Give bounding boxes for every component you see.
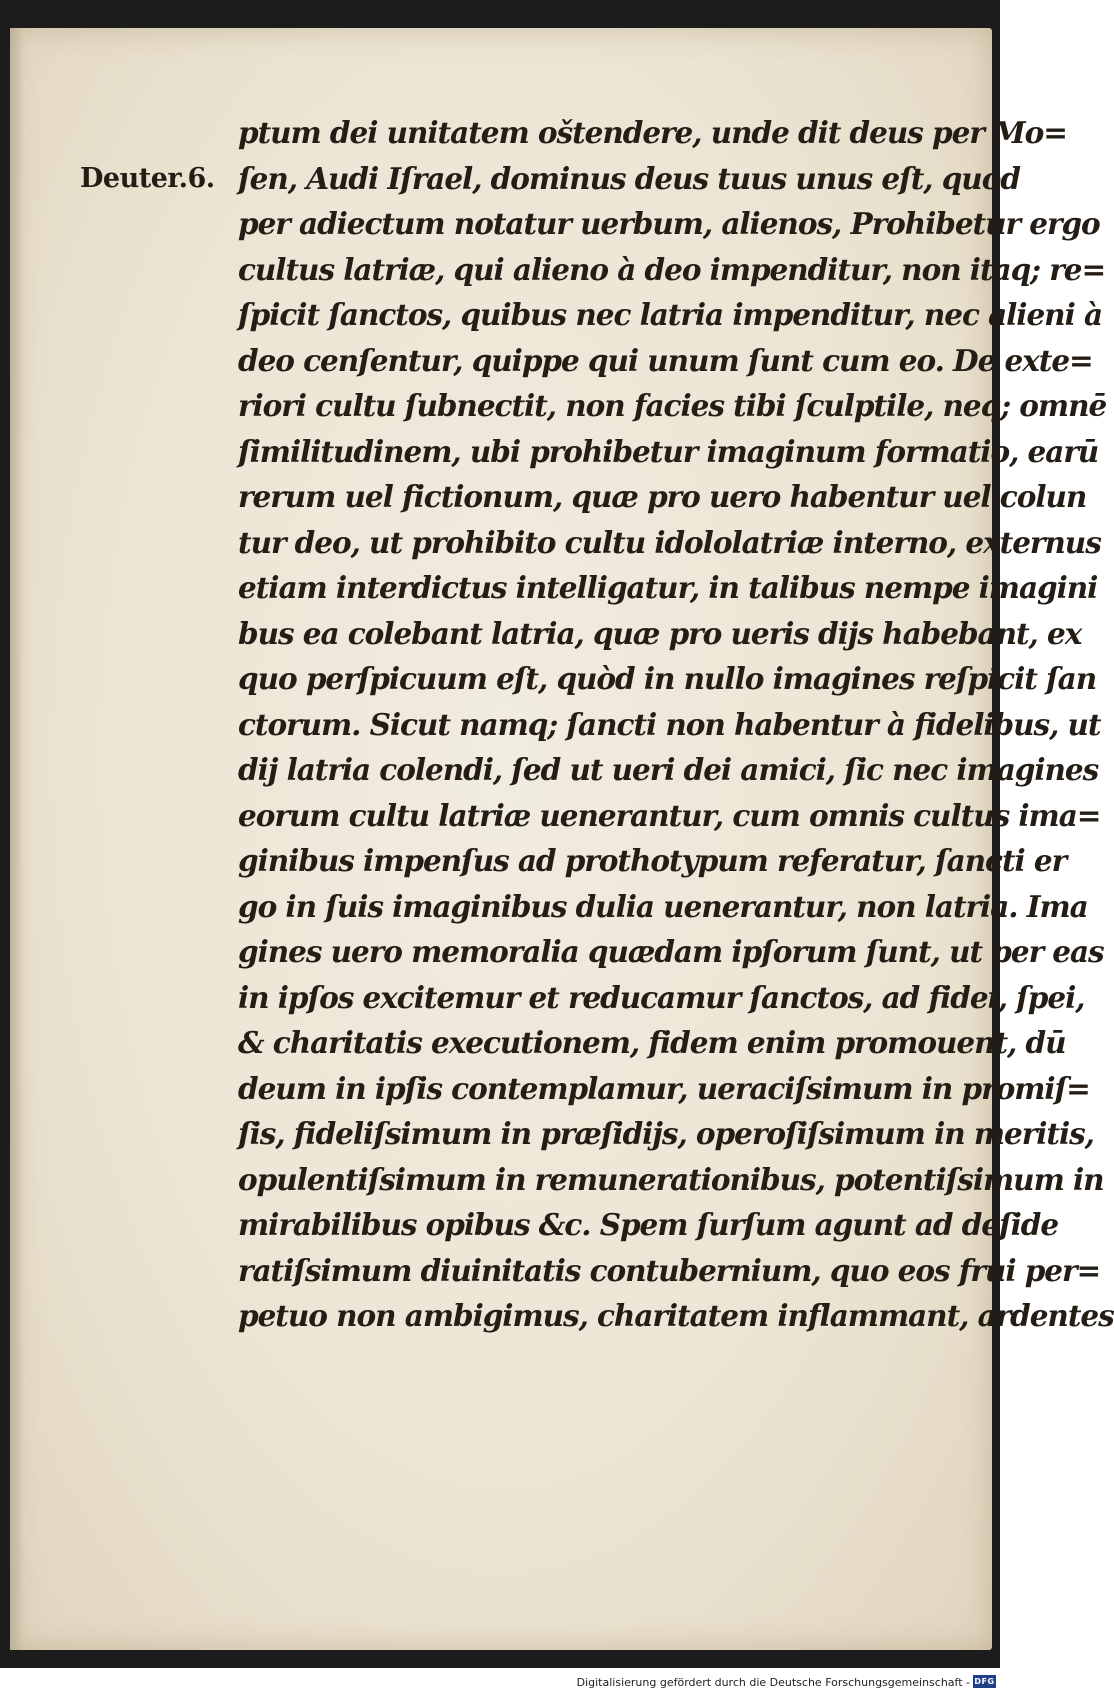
text-line: mirabilibus opibus &c. Spem ſurſum agunt ad deſide — [238, 1207, 1059, 1242]
text-line: ratiſsimum diuinitatis contubernium, quo eos frui per= — [238, 1252, 1101, 1288]
text-line: etiam interdictus intelligatur, in talibus nempe imagini — [238, 570, 1098, 605]
text-line: go in ſuis imaginibus dulia uenerantur, non latria. Ima — [238, 888, 1088, 924]
footer-credit: Digitalisierung gefördert durch die Deutsche Forschungsgemeinschaft - — [576, 1676, 970, 1689]
text-line: riori cultu ſubnectit, non facies tibi ſculptile, neq; omnē — [238, 388, 1107, 423]
dfg-logo: DFG — [974, 1677, 995, 1686]
text-line: gines uero memoralia quædam ipſorum ſunt, ut per eas — [238, 934, 1104, 969]
text-line: ſis, fideliſsimum in præſidijs, operoſiſsimum in meritis, — [238, 1116, 1094, 1151]
text-line: ſen, Audi Iſrael, dominus deus tuus unus eſt, quod — [238, 160, 1020, 196]
page-gutter-shadow — [10, 28, 24, 1650]
text-line: deum in ipſis contemplamur, ueraciſsimum in promiſ= — [238, 1070, 1090, 1106]
body-text — [238, 110, 1114, 1339]
footer-bar — [0, 1668, 1000, 1699]
text-line: & charitatis executionem, fidem enim promouent, dū — [238, 1025, 1066, 1060]
text-line: ptum dei unitatem oštendere, unde dit deus per Mo= — [238, 115, 1067, 150]
text-line: eorum cultu latriæ uenerantur, cum omnis cultus ima= — [238, 797, 1101, 833]
text-line: ſpicit ſanctos, quibus nec latria impenditur, nec alieni à — [238, 297, 1103, 332]
text-line: per adiectum notatur uerbum, alienos, Prohibetur ergo — [238, 206, 1100, 241]
text-line: deo cenſentur, quippe qui unum ſunt cum eo. De exte= — [238, 342, 1093, 378]
text-line: ginibus impenſus ad prothotypum referatur, ſancti er — [238, 843, 1067, 878]
text-line: rerum uel fictionum, quæ pro uero habentur uel colun — [238, 479, 1087, 514]
text-line: ctorum. Sicut namq; ſancti non habentur à fidelibus, ut — [238, 706, 1101, 742]
marginal-note: Deuter.6. — [80, 163, 215, 194]
text-line: petuo non ambigimus, charitatem inflammant, ardentes — [238, 1298, 1114, 1333]
text-line: dij latria colendi, ſed ut ueri dei amici, ſic nec imagines — [238, 752, 1099, 787]
text-line: quo perſpicuum eſt, quòd in nullo imagines reſpicit ſan — [238, 661, 1097, 696]
text-line: in ipſos excitemur et reducamur ſanctos, ad fidei, ſpei, — [238, 979, 1085, 1015]
text-line: opulentiſsimum in remunerationibus, potentiſsimum in — [238, 1161, 1104, 1197]
text-line: cultus latriæ, qui alieno à deo impenditur, non itaq; re= — [238, 251, 1106, 287]
text-line: ſimilitudinem, ubi prohibetur imaginum formatio, earū — [238, 433, 1099, 469]
text-line: tur deo, ut prohibito cultu idololatriæ interno, externus — [238, 524, 1101, 560]
text-line: bus ea colebant latria, quæ pro ueris dijs habebant, ex — [238, 615, 1082, 651]
